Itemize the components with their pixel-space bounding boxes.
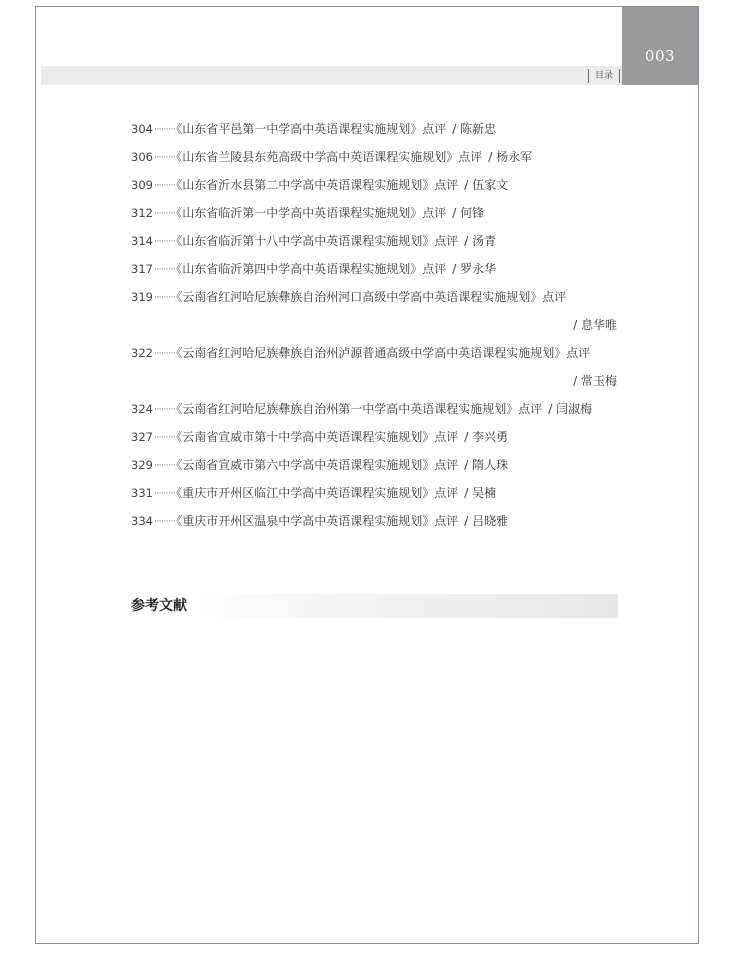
toc-leader-dots: ········· [153,432,176,443]
toc-page-number: 314 [131,234,153,248]
toc-leader-dots: ········· [153,404,176,415]
toc-leader-dots: ········· [153,292,176,303]
toc-author: / 陈新忠 [452,122,497,136]
toc-author: / 杨永军 [488,150,533,164]
toc-leader-dots: ········· [153,488,176,499]
toc-author: / 吕晓雅 [464,514,509,528]
toc-author: / 吴楠 [464,486,497,500]
page-number-box [622,7,698,85]
toc-page-number: 319 [131,290,153,304]
toc-entry[interactable] [131,479,621,507]
toc-entry[interactable] [131,283,621,311]
toc-entry[interactable] [131,115,621,143]
toc-author: / 闫淑梅 [548,402,593,416]
toc-title: 《重庆市开州区临江中学高中英语课程实施规划》点评 [176,486,459,500]
toc-author: / 李兴勇 [464,430,509,444]
toc-entry[interactable] [131,199,621,227]
toc-page-number: 309 [131,178,153,192]
section-label: 目录 [588,69,620,83]
toc-author: / 息华唯 [573,318,617,332]
toc-page-number: 334 [131,514,153,528]
toc-title: 《山东省沂水县第二中学高中英语课程实施规划》点评 [176,178,459,192]
toc-entry[interactable] [131,451,621,479]
toc-entry[interactable] [131,227,621,255]
toc-author: / 罗永华 [452,262,497,276]
toc-page-number: 331 [131,486,153,500]
toc-leader-dots: ········· [153,208,176,219]
toc-leader-dots: ········· [153,460,176,471]
toc-page-number: 329 [131,458,153,472]
toc-entry-continuation [131,311,621,339]
toc-title: 《云南省红河哈尼族彝族自治州泸源普通高级中学高中英语课程实施规划》点评 [176,346,591,360]
toc-author: / 伍家文 [464,178,509,192]
toc-entry-continuation [131,367,621,395]
references-band [131,594,618,618]
toc-title: 《重庆市开州区温泉中学高中英语课程实施规划》点评 [176,514,459,528]
toc-leader-dots: ········· [153,152,176,163]
toc-author: / 汤青 [464,234,497,248]
toc-page-number: 306 [131,150,153,164]
toc-title: 《云南省宣威市第六中学高中英语课程实施规划》点评 [176,458,459,472]
toc-entry[interactable] [131,507,621,535]
toc-entry[interactable] [131,255,621,283]
toc-leader-dots: ········· [153,264,176,275]
toc-title: 《山东省平邑第一中学高中英语课程实施规划》点评 [176,122,447,136]
toc-page-number: 324 [131,402,153,416]
toc-page-number: 322 [131,346,153,360]
toc-page-number: 312 [131,206,153,220]
toc-entry[interactable] [131,171,621,199]
toc-entry[interactable] [131,339,621,367]
toc-leader-dots: ········· [153,180,176,191]
toc-author: / 何锋 [452,206,485,220]
toc-leader-dots: ········· [153,348,176,359]
toc-title: 《云南省红河哈尼族彝族自治州第一中学高中英语课程实施规划》点评 [176,402,543,416]
toc-title: 《山东省临沂第四中学高中英语课程实施规划》点评 [176,262,447,276]
references-heading[interactable]: 参考文献 [131,598,187,614]
toc-author: / 常玉梅 [573,374,617,388]
toc-leader-dots: ········· [153,236,176,247]
toc-title: 《山东省兰陵县东苑高级中学高中英语课程实施规划》点评 [176,150,483,164]
toc-list [131,115,621,535]
page-number: 003 [644,47,676,65]
toc-title: 《云南省红河哈尼族彝族自治州河口高级中学高中英语课程实施规划》点评 [176,290,567,304]
toc-page-number: 304 [131,122,153,136]
toc-entry[interactable] [131,423,621,451]
toc-entry[interactable] [131,395,621,423]
toc-page-number: 317 [131,262,153,276]
toc-entry[interactable] [131,143,621,171]
toc-title: 《山东省临沂第一中学高中英语课程实施规划》点评 [176,206,447,220]
toc-page-number: 327 [131,430,153,444]
header-band [41,66,622,85]
toc-leader-dots: ········· [153,124,176,135]
toc-title: 《山东省临沂第十八中学高中英语课程实施规划》点评 [176,234,459,248]
toc-title: 《云南省宣威市第十中学高中英语课程实施规划》点评 [176,430,459,444]
toc-leader-dots: ········· [153,516,176,527]
toc-author: / 隋人珠 [464,458,509,472]
